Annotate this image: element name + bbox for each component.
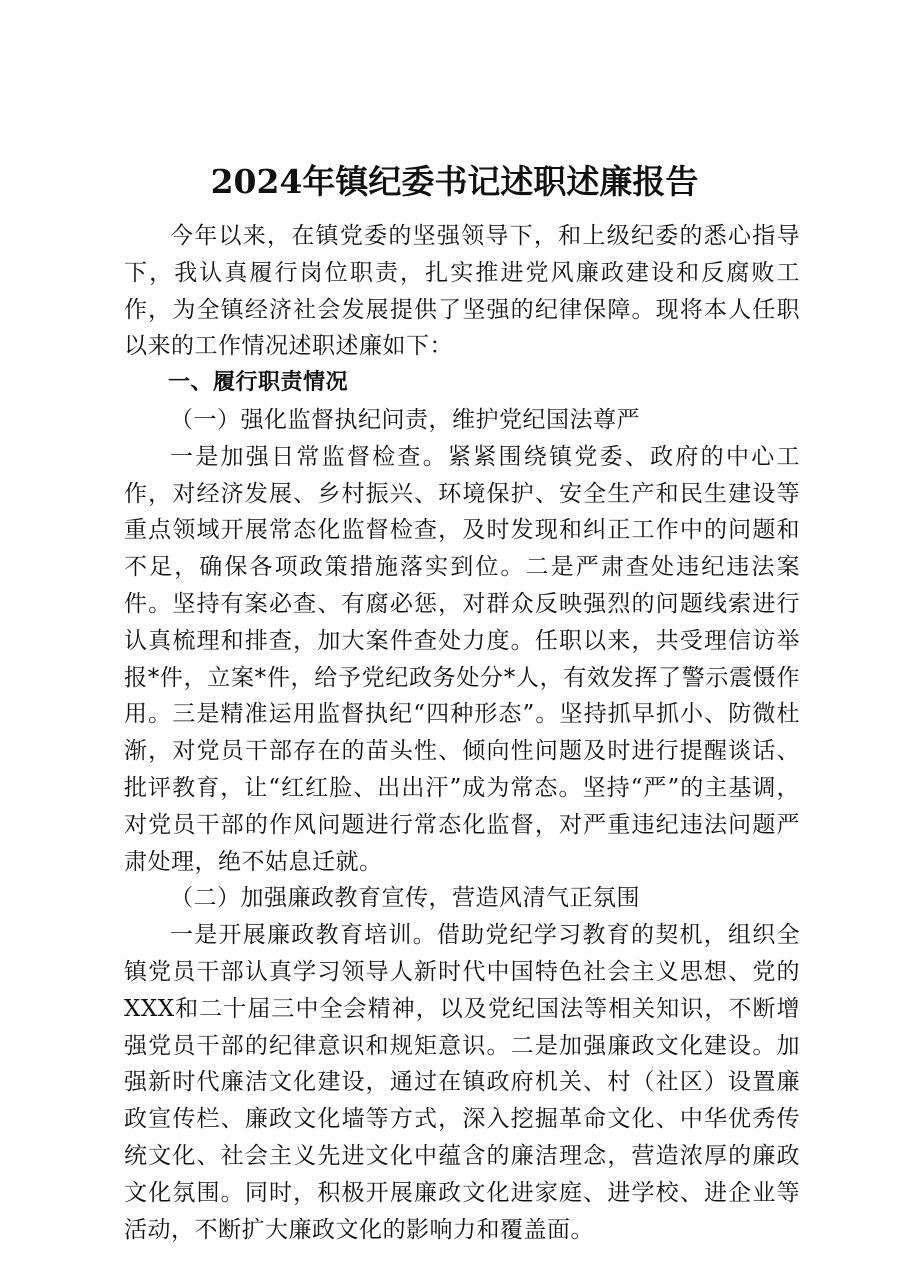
document-body — [124, 218, 800, 1248]
subsection-heading-2: （二）加强廉政教育宣传，营造风清气正氛围 — [170, 885, 640, 912]
intro-paragraph: 今年以来，在镇党委的坚强领导下，和上级纪委的悉心指导下，我认真履行岗位职责，扎实推进党风廉政建设和反腐败工作，为全镇经济社会发展提供了坚强的纪律保障。现将本人任职以来的工作情况述职述廉如下： — [124, 223, 800, 360]
subsection-body-1: 一是加强日常监督检查。紧紧围绕镇党委、政府的中心工作，对经济发展、乡村振兴、环境保护、安全生产和民生建设等重点领域开展常态化监督检查，及时发现和纠正工作中的问题和不足，确保各项政策措施落实到位。二是严肃查处违纪违法案件。坚持有案必查、有腐必惩，对群众反映强烈的问题线索进行认真梳理和排查，加大案件查处力度。任职以来，共受理信访举报*件，立案*件，给予党纪政务处分*人，有效发挥了警示震慑作用。三是精准运用监督执纪“四种形态”。坚持抓早抓小、防微杜渐，对党员干部存在的苗头性、倾向性问题及时进行提醒谈话、批评教育，让“红红脸、出出汗”成为常态。坚持“严”的主基调，对党员干部的作风问题进行常态化监督，对严重违纪违法问题严肃处理，绝不姑息迁就。 — [124, 443, 800, 875]
document-title: 2024年镇纪委书记述职述廉报告 — [210, 162, 699, 201]
subsection-body-2: 一是开展廉政教育培训。借助党纪学习教育的契机，组织全镇党员干部认真学习领导人新时代中国特色社会主义思想、党的XXX和二十届三中全会精神，以及党纪国法等相关知识，不断增强党员干部的纪律意识和规矩意识。二是加强廉政文化建设。加强新时代廉洁文化建设，通过在镇政府机关、村（社区）设置廉政宣传栏、廉政文化墙等方式，深入挖掘革命文化、中华优秀传统文化、社会主义先进文化中蕴含的廉洁理念，营造浓厚的廉政文化氛围。同时，积极开展廉政文化进家庭、进学校、进企业等活动，不断扩大廉政文化的影响力和覆盖面。 — [124, 922, 800, 1243]
subsection-heading-1: （一）强化监督执纪问责，维护党纪国法尊严 — [170, 406, 640, 433]
section-heading-1: 一、履行职责情况 — [168, 370, 349, 396]
